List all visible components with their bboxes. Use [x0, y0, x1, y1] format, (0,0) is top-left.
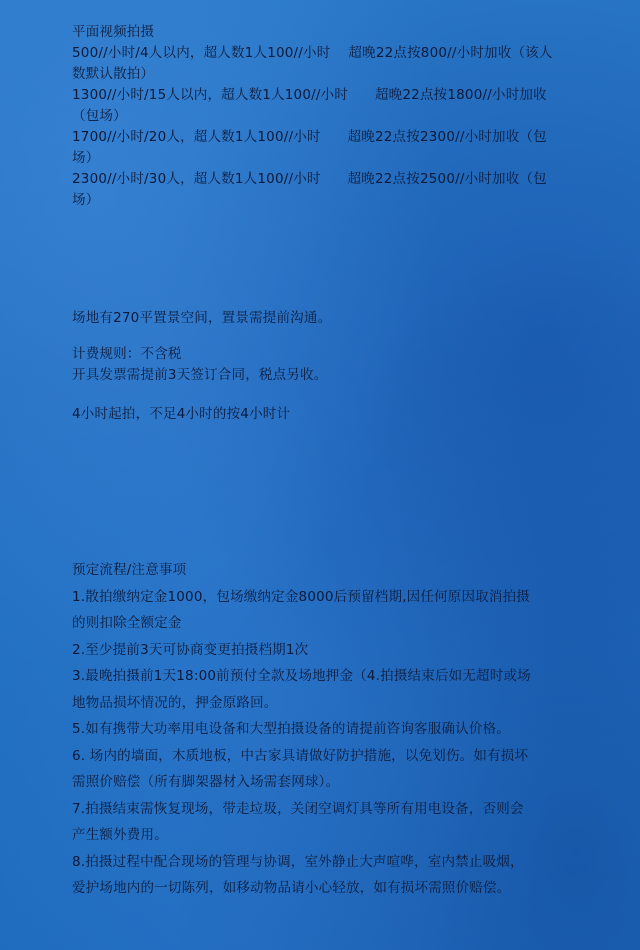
process-line: 1.散拍缴纳定金1000，包场缴纳定金8000后预留档期,因任何原因取消拍摄: [72, 588, 530, 605]
photo-pricing-title: 平面视频拍摄: [72, 24, 155, 40]
minimum-hours-section: [72, 404, 572, 425]
photo-pricing-section: [72, 22, 572, 211]
booking-process-section: [72, 557, 582, 902]
booking-process-title: 预定流程/注意事项: [72, 562, 187, 578]
process-line: 7.拍摄结束需恢复现场，带走垃圾，关闭空调灯具等所有用电设备，否则会: [72, 800, 524, 817]
process-line: 6. 场内的墙面，木质地板，中古家具请做好防护措施，以免划伤。如有损坏: [72, 747, 529, 764]
space-note-section: [72, 308, 572, 329]
pricing-line: 2300//小时/30人，超人数1人100//小时 超晚22点按2500//小时加收（包: [72, 171, 547, 187]
billing-section: [72, 344, 572, 386]
pricing-line: 场）: [72, 192, 100, 208]
process-line: 8.拍摄过程中配合现场的管理与协调，室外静止大声喧哗，室内禁止吸烟，: [72, 853, 524, 870]
process-line: 爱护场地内的一切陈列，如移动物品请小心轻放，如有损坏需照价赔偿。: [72, 880, 511, 896]
space-note: 场地有270平置景空间，置景需提前沟通。: [72, 310, 332, 326]
invoice-note: 开具发票需提前3天签订合同，税点另收。: [72, 367, 328, 383]
pricing-line: 场）: [72, 150, 100, 166]
process-line: 2.至少提前3天可协商变更拍摄档期1次: [72, 641, 309, 658]
pricing-line: 500//小时/4人以内，超人数1人100//小时 超晚22点按800//小时加收（该人: [72, 45, 553, 61]
process-line: 需照价赔偿（所有脚架器材入场需套网球）。: [72, 774, 340, 790]
process-line: 5.如有携带大功率用电设备和大型拍摄设备的请提前咨询客服确认价格。: [72, 721, 510, 737]
pricing-line: 1700//小时/20人，超人数1人100//小时 超晚22点按2300//小时加收（包: [72, 129, 547, 145]
process-line: 3.最晚拍摄前1天18:00前预付全款及场地押金（4.拍摄结束后如无超时或场: [72, 668, 531, 684]
pricing-line: （包场）: [72, 108, 127, 124]
minimum-hours-note: 4小时起拍，不足4小时的按4小时计: [72, 406, 291, 422]
process-line: 产生额外费用。: [72, 827, 168, 843]
pricing-line: 1300//小时/15人以内，超人数1人100//小时 超晚22点按1800//小时加收: [72, 87, 547, 103]
pricing-line: 数默认散拍）: [72, 66, 155, 82]
process-line: 的则扣除全额定金: [72, 615, 182, 631]
billing-rule: 计费规则：不含税: [72, 346, 182, 362]
process-line: 地物品损坏情况的，押金原路回。: [72, 694, 278, 711]
